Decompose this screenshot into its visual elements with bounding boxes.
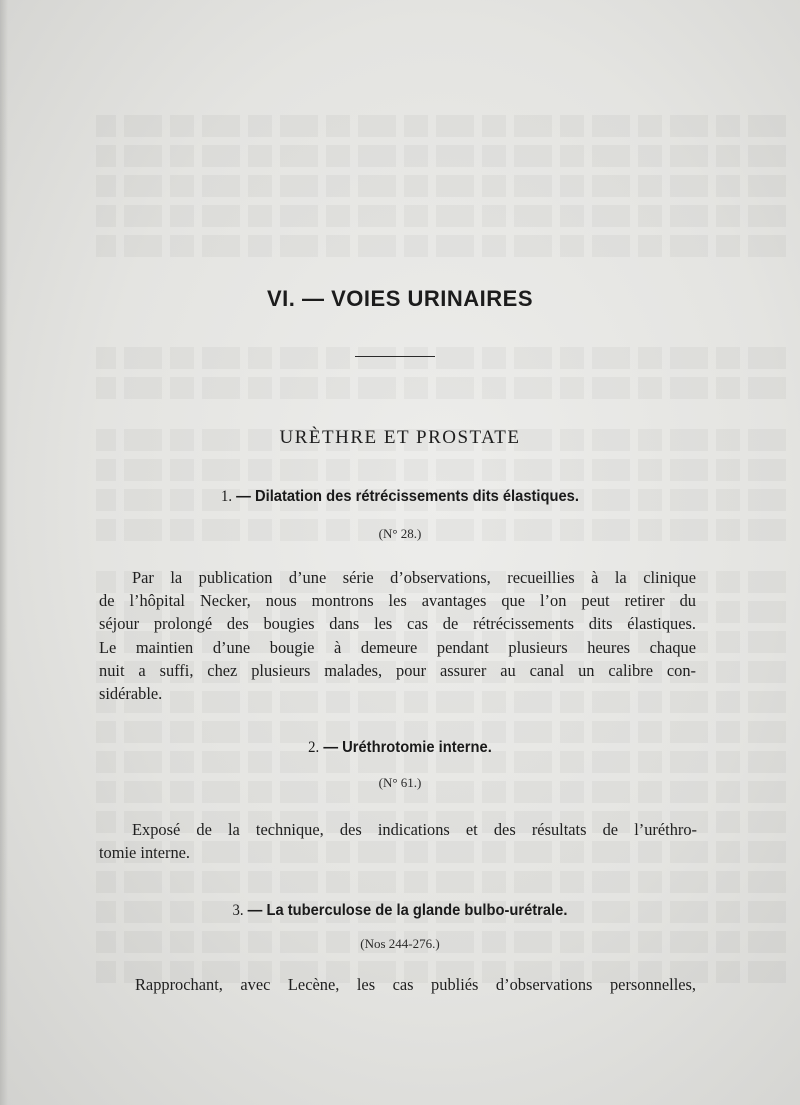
paragraph-line: Par la publication d’une série d’observations, recueillies à la clinique: [132, 568, 696, 587]
paragraph-line: nuit a suffi, chez plusieurs malades, pour assurer au canal un calibre con-: [99, 660, 696, 680]
title-divider: [355, 356, 435, 357]
item-1-heading: [32, 488, 768, 506]
item-2-ref: (N° 61.): [378, 775, 422, 790]
item-1-ref: (N° 28.): [378, 526, 422, 541]
item-3-title: — La tuberculose de la glande bulbo-urétrale.: [247, 902, 568, 919]
subsection-title: URÈTHRE ET PROSTATE: [279, 427, 521, 448]
item-2-title: — Uréthrotomie interne.: [323, 739, 492, 756]
paragraph-line: Le maintien d’une bougie à demeure pendant plusieurs heures chaque: [99, 637, 696, 657]
section-title: VI. — VOIES URINAIRES: [267, 286, 533, 311]
bleed-through-texture: [96, 115, 786, 1015]
paragraph-line: de l’hôpital Necker, nous montrons les avantages que l’on peut retirer du: [99, 591, 696, 611]
item-1-number: 1.: [221, 488, 233, 505]
item-3-number: 3.: [232, 902, 244, 919]
item-3-paragraph: [99, 973, 696, 996]
paragraph-line: sidérable.: [99, 684, 163, 704]
paragraph-line: tomie interne.: [99, 843, 191, 863]
item-1-paragraph: [99, 566, 696, 705]
item-2-paragraph: [99, 818, 697, 864]
paragraph-line: Exposé de la technique, des indications et des résultats de l’uréthro-: [132, 820, 697, 839]
item-3-ref: (Nos 244-276.): [360, 936, 440, 951]
paragraph-line: Rapprochant, avec Lecène, les cas publiés d’observations personnelles,: [135, 975, 696, 994]
item-2-heading: [32, 739, 768, 757]
paragraph-line: séjour prolongé des bougies dans les cas de rétrécissements dits élastiques.: [99, 614, 696, 634]
item-2-number: 2.: [308, 739, 320, 756]
item-3-heading: [32, 902, 768, 920]
item-1-title: — Dilatation des rétrécissements dits élastiques.: [236, 488, 579, 505]
